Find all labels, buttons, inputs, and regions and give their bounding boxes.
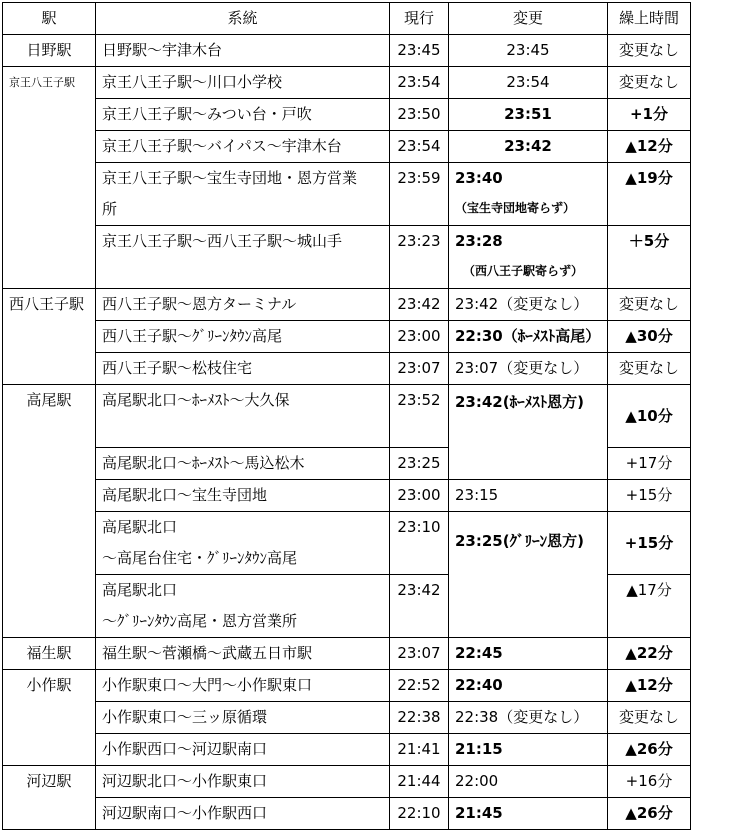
station-name: 高尾駅 (3, 385, 96, 638)
current-time: 23:07 (390, 353, 449, 385)
time-diff: 変更なし (608, 702, 691, 734)
route-name: 京王八王子駅～西八王子駅～城山手 (96, 226, 390, 289)
route-name-line2: 所 (102, 200, 118, 218)
route-name: 高尾駅北口～ﾎｰﾒｽﾄ～大久保 (96, 385, 390, 448)
header-row (3, 3, 691, 35)
time-diff: 変更なし (608, 289, 691, 321)
changed-time-value: 23:28 (455, 232, 503, 250)
time-diff: +17分 (608, 448, 691, 480)
time-diff: +16分 (608, 766, 691, 798)
changed-time: 23:51 (449, 99, 608, 131)
route-name-line1: 高尾駅北口 (102, 518, 178, 536)
changed-time: 21:15 (449, 734, 608, 766)
route-name: 西八王子駅～恩方ターミナル (96, 289, 390, 321)
table-row (3, 226, 691, 289)
changed-time: 21:45 (449, 798, 608, 830)
route-name: 西八王子駅～ｸﾞﾘｰﾝﾀｳﾝ高尾 (96, 321, 390, 353)
time-diff: ▲17分 (608, 575, 691, 638)
table-row (3, 702, 691, 734)
route-name (96, 163, 390, 226)
station-name: 福生駅 (3, 638, 96, 670)
route-name: 小作駅東口～三ッ原循環 (96, 702, 390, 734)
table-row (3, 638, 691, 670)
current-time: 23:00 (390, 480, 449, 512)
header-route: 系統 (96, 3, 390, 35)
time-diff: 変更なし (608, 35, 691, 67)
current-time: 22:38 (390, 702, 449, 734)
table-row (3, 480, 691, 512)
table-row (3, 798, 691, 830)
route-name: 京王八王子駅～川口小学校 (96, 67, 390, 99)
table-row (3, 289, 691, 321)
route-name: 小作駅東口～大門～小作駅東口 (96, 670, 390, 702)
changed-time-note: （西八王子駅寄らず） (463, 264, 584, 278)
time-diff: ▲12分 (608, 131, 691, 163)
table-row (3, 512, 691, 575)
changed-time (449, 226, 608, 289)
changed-time: 23:45 (449, 35, 608, 67)
changed-time: 23:07（変更なし） (449, 353, 608, 385)
changed-time: 23:42（変更なし） (449, 289, 608, 321)
changed-time (449, 512, 608, 638)
header-change: 変更 (449, 3, 608, 35)
station-name: 小作駅 (3, 670, 96, 766)
current-time: 23:07 (390, 638, 449, 670)
header-current: 現行 (390, 3, 449, 35)
route-name: 日野駅～宇津木台 (96, 35, 390, 67)
route-name: 京王八王子駅～バイパス～宇津木台 (96, 131, 390, 163)
table-row (3, 35, 691, 67)
table-row (3, 766, 691, 798)
route-name-line2: ～高尾台住宅・ｸﾞﾘｰﾝﾀｳﾝ高尾 (102, 549, 298, 567)
current-time: 23:00 (390, 321, 449, 353)
route-name: 京王八王子駅～みつい台・戸吹 (96, 99, 390, 131)
changed-time: 23:15 (449, 480, 608, 512)
time-diff: ▲10分 (608, 385, 691, 448)
route-name: 高尾駅北口～ﾎｰﾒｽﾄ～馬込松木 (96, 448, 390, 480)
current-time: 23:52 (390, 385, 449, 448)
station-name: 西八王子駅 (3, 289, 96, 385)
route-name-line1: 京王八王子駅～宝生寺団地・恩方営業 (102, 169, 358, 187)
current-time: 22:52 (390, 670, 449, 702)
time-diff: ＋5分 (608, 226, 691, 289)
current-time: 23:45 (390, 35, 449, 67)
station-name: 河辺駅 (3, 766, 96, 830)
changed-time: 22:38（変更なし） (449, 702, 608, 734)
current-time: 23:42 (390, 289, 449, 321)
station-name: 京王八王子駅 (3, 67, 96, 289)
current-time: 22:10 (390, 798, 449, 830)
changed-time-value: 23:42(ﾎｰﾒｽﾄ恩方) (455, 393, 584, 411)
route-name (96, 512, 390, 575)
changed-time-value: 23:40 (455, 169, 503, 187)
changed-time: 23:42 (449, 131, 608, 163)
time-diff: ▲26分 (608, 798, 691, 830)
changed-time: 22:40 (449, 670, 608, 702)
table-row (3, 67, 691, 99)
current-time: 23:42 (390, 575, 449, 638)
changed-time: 22:45 (449, 638, 608, 670)
route-name-line1: 高尾駅北口 (102, 581, 178, 599)
header-station: 駅 (3, 3, 96, 35)
changed-time: 22:30（ﾎｰﾒｽﾄ高尾） (449, 321, 608, 353)
timetable (2, 2, 691, 830)
changed-time-note: （宝生寺団地寄らず） (455, 201, 576, 215)
time-diff: 変更なし (608, 353, 691, 385)
current-time: 23:10 (390, 512, 449, 575)
time-diff: +15分 (608, 480, 691, 512)
route-name (96, 575, 390, 638)
table-row (3, 734, 691, 766)
time-diff: ▲26分 (608, 734, 691, 766)
route-name: 福生駅～菅瀬橋～武蔵五日市駅 (96, 638, 390, 670)
changed-time-value: 23:25(ｸﾞﾘｰﾝ恩方) (455, 532, 584, 550)
table-row (3, 353, 691, 385)
changed-time: 22:00 (449, 766, 608, 798)
current-time: 23:23 (390, 226, 449, 289)
station-name: 日野駅 (3, 35, 96, 67)
table-row (3, 321, 691, 353)
time-diff: ▲12分 (608, 670, 691, 702)
time-diff: ▲22分 (608, 638, 691, 670)
changed-time: 23:54 (449, 67, 608, 99)
current-time: 23:25 (390, 448, 449, 480)
time-diff: 変更なし (608, 67, 691, 99)
time-diff: +1分 (608, 99, 691, 131)
route-name-line2: ～ｸﾞﾘｰﾝﾀｳﾝ高尾・恩方営業所 (102, 612, 298, 630)
current-time: 21:41 (390, 734, 449, 766)
route-name: 河辺駅北口～小作駅東口 (96, 766, 390, 798)
current-time: 23:54 (390, 67, 449, 99)
route-name: 河辺駅南口～小作駅西口 (96, 798, 390, 830)
route-name: 小作駅西口～河辺駅南口 (96, 734, 390, 766)
header-diff: 繰上時間 (608, 3, 691, 35)
route-name: 西八王子駅～松枝住宅 (96, 353, 390, 385)
time-diff: ▲30分 (608, 321, 691, 353)
table-row (3, 385, 691, 448)
time-diff: ▲19分 (608, 163, 691, 226)
current-time: 23:54 (390, 131, 449, 163)
time-diff: +15分 (608, 512, 691, 575)
table-row (3, 131, 691, 163)
changed-time (449, 163, 608, 226)
route-name: 高尾駅北口～宝生寺団地 (96, 480, 390, 512)
changed-time (449, 385, 608, 480)
table-row (3, 99, 691, 131)
table-row (3, 163, 691, 226)
current-time: 23:59 (390, 163, 449, 226)
table-row (3, 670, 691, 702)
current-time: 21:44 (390, 766, 449, 798)
current-time: 23:50 (390, 99, 449, 131)
